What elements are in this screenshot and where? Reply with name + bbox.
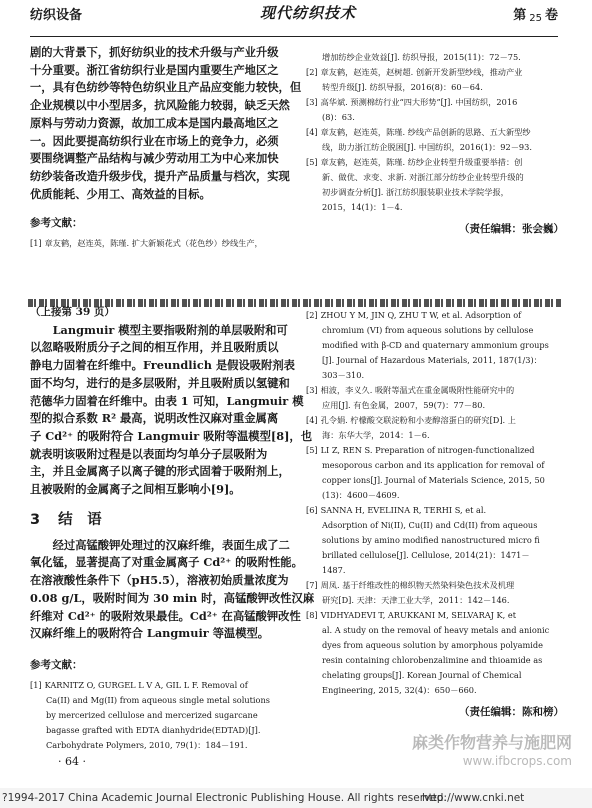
reference-line <box>306 200 564 215</box>
reference-line <box>306 458 564 473</box>
reference-line <box>306 443 564 458</box>
reference-text: [J]. Journal of Hazardous Materials, 2011, 187(1/3)： <box>322 355 542 365</box>
reference-number: [8] <box>306 610 318 620</box>
reference-text: by mercerized cellulose and mercerized sugarcane <box>46 709 258 720</box>
top-right-column <box>306 50 564 236</box>
body-line: 子 Cd²⁺ 的吸附符合 Langmuir 吸附等温模型[8]，也 <box>30 428 313 443</box>
running-header <box>30 4 558 40</box>
reference-text: 线，助力浙江纺企脱困[J]. 中国纺织，2016(1)：92－93. <box>322 142 532 152</box>
continued-note: （上接第 39 页） <box>30 306 115 318</box>
reference-line <box>30 236 292 251</box>
references-heading: 参考文献： <box>30 217 83 230</box>
reference-text: 孔令娟. 柠檬酸交联淀粉和小麦醇溶蛋白的研究[D]. 上 <box>320 415 516 425</box>
reference-line <box>306 308 564 323</box>
reference-line <box>306 638 564 653</box>
reference-text: 高华斌. 预测棉纺行业“四大形势”[J]. 中国纺织，2016 <box>320 97 518 107</box>
section-heading <box>30 508 292 529</box>
body-line: 原料与劳动力资源，故加工成本是国内最高地区之 <box>30 115 279 130</box>
reference-number: [5] <box>306 157 318 167</box>
reference-number: [2] <box>306 310 318 320</box>
reference-number: [4] <box>306 127 318 137</box>
reference-text: 章友鹤，赵连英，陈瑾. 纺纱企业转型升级重要举措：创 <box>320 157 523 167</box>
reference-line <box>306 488 564 503</box>
reference-line <box>306 623 564 638</box>
reference-number: [5] <box>306 445 318 455</box>
top-left-column <box>30 44 302 251</box>
reference-text: 海：东华大学，2014：1－6. <box>322 430 430 440</box>
reference-line <box>306 110 564 125</box>
reference-line <box>306 653 564 668</box>
bottom-left-column <box>30 304 315 753</box>
reference-line <box>30 693 292 708</box>
body-line: 主，并且金属离子以离子键的形式固着于吸附剂上， <box>30 464 290 479</box>
reference-line <box>306 323 564 338</box>
reference-line <box>306 170 564 185</box>
editor-credit: （责任编辑：张会巍） <box>459 223 564 235</box>
journal-section: 纺织设备 <box>30 8 83 23</box>
body-line: 就表明该吸附过程是以表面均匀单分子层吸附为 <box>30 446 268 461</box>
reference-number: [4] <box>306 415 318 425</box>
reference-text: 2015，14(1)：1－4. <box>322 202 403 212</box>
reference-line <box>306 563 564 578</box>
reference-line <box>306 683 564 698</box>
body-line: 要围绕调整产品结构与减少劳动用工为中心来加快 <box>30 151 279 166</box>
reference-text: VIDHYADEVI T, ARUKKANI M, SELVARAJ K, et <box>320 610 517 620</box>
copyright-text: ?1994-2017 China Academic Journal Electronic Publishing House. All rights reserved. <box>2 792 447 804</box>
reference-line <box>306 80 564 95</box>
journal-title: 现代纺织技术 <box>260 4 357 22</box>
body-line: 十分重要。浙江省纺织行业是国内重要生产地区之 <box>30 62 279 77</box>
reference-number: [3] <box>306 385 318 395</box>
reference-number: [7] <box>306 580 318 590</box>
reference-line <box>306 50 564 65</box>
reference-text: solutions by amino modified nanostructured micro fi <box>322 535 540 545</box>
reference-text: Engineering, 2015, 32(4)：650－660. <box>322 685 477 695</box>
reference-line <box>306 155 564 170</box>
body-line: 以忽略吸附质分子之间的相互作用，并且吸附质以 <box>30 340 279 355</box>
body-line: 型的拟合系数 R² 最高，说明改性汉麻对重金属离 <box>30 411 279 426</box>
section-number: 3 <box>30 511 41 528</box>
reference-text: Carbohydrate Polymers, 2010, 79(1)：184－191. <box>46 739 248 750</box>
reference-text: LI Z, REN S. Preparation of nitrogen-functionalized <box>320 445 535 455</box>
reference-text: mesoporous carbon and its application for removal of <box>322 460 545 470</box>
body-line: 经过高锰酸钾处理过的汉麻纤维，表面生成了二 <box>52 537 290 552</box>
reference-text: 章友鹤，赵连英，陈瑾. 扩大新颖花式（花色纱）纱线生产， <box>44 238 263 249</box>
reference-line <box>306 668 564 683</box>
reference-text: (8)：63. <box>322 112 355 122</box>
body-line: 一。因此要提高纺织行业在市场上的竞争力，必须 <box>30 133 279 148</box>
body-line: 静电力固着在纤维中。Freundlich 是假设吸附剂表 <box>30 358 295 373</box>
reference-number: [6] <box>306 505 318 515</box>
reference-number: [3] <box>306 97 318 107</box>
reference-text: chromium (VI) from aqueous solutions by cellulose <box>322 325 534 335</box>
body-line: 纤维对 Cd²⁺ 的吸附效果最佳。Cd²⁺ 在高锰酸钾改性 <box>30 608 301 623</box>
references-heading: 参考文献： <box>30 658 83 671</box>
reference-text: 1487. <box>322 565 346 575</box>
reference-line <box>306 383 564 398</box>
reference-line <box>306 125 564 140</box>
reference-line <box>30 723 292 738</box>
reference-text: 转型升级[J]. 纺织导报，2016(8)：60－64. <box>322 82 483 92</box>
reference-line <box>306 548 564 563</box>
reference-line <box>30 678 292 693</box>
bottom-right-column <box>306 308 564 719</box>
reference-line <box>306 95 564 110</box>
reference-line <box>306 368 564 383</box>
footer-bar <box>0 788 592 808</box>
reference-text: al. A study on the removal of heavy metals and anionic <box>322 625 550 635</box>
reference-text: 研究[D]. 天津：天津工业大学，2011：142－146. <box>322 595 510 605</box>
reference-line <box>30 708 292 723</box>
reference-number: [1] <box>30 679 42 690</box>
body-line: 面不均匀，进行的是多层吸附，并且吸附质以氢键和 <box>30 375 290 390</box>
body-line: 剧的大背景下，抓好纺织业的技术升级与产业升级 <box>30 45 279 59</box>
editor-credit: （责任编辑：陈和榜） <box>459 706 564 718</box>
reference-text: KARNITZ O, GURGEL L V A, GIL L F. Removal of <box>44 679 248 690</box>
reference-text: SANNA H, EVELIINA R, TERHI S, et al. <box>320 505 487 515</box>
reference-number: [2] <box>306 67 318 77</box>
body-line: 且被吸附的金属离子之间相互影响小[9]。 <box>30 482 241 497</box>
reference-line <box>306 398 564 413</box>
reference-line <box>306 608 564 623</box>
reference-line <box>30 738 292 753</box>
reference-text: bagasse grafted with EDTA dianhydride(EDTAD)[J]. <box>46 724 261 735</box>
reference-text: copper ions[J]. Journal of Materials Science, 2015, 50 <box>322 475 545 485</box>
body-line: 纺纱装备改造升级步伐，提升产品质量与档次，实现 <box>30 168 290 183</box>
body-line: 0.08 g/L，吸附时间为 30 min 时，高锰酸钾改性汉麻 <box>30 590 315 605</box>
reference-line <box>306 518 564 533</box>
reference-text: 应用[J]. 有色金属，2007，59(7)：77－80. <box>322 400 486 410</box>
reference-text: 相波，李义久. 吸附等温式在重金属吸附性能研究中的 <box>320 385 515 395</box>
reference-text: dyes from aqueous solution by amorphous polyamide <box>322 640 543 650</box>
body-line: 在溶液酸性条件下（pH5.5），溶液初始质量浓度为 <box>30 573 289 588</box>
page-number: · 64 · <box>58 755 86 768</box>
reference-line <box>306 140 564 155</box>
header-rule <box>30 36 558 37</box>
section-title: 结 语 <box>58 511 102 528</box>
reference-line <box>306 593 564 608</box>
reference-text: 初步调查分析[J]. 浙江纺织服装职业技术学院学报， <box>322 187 509 197</box>
reference-text: Ca(II) and Mg(II) from aqueous single metal solutions <box>46 694 270 705</box>
body-line: 范德华力固着在纤维中。由表 1 可知，Langmuir 模 <box>30 393 304 408</box>
body-line: 氧化锰，显著提高了对重金属离子 Cd²⁺ 的吸附性能。 <box>30 555 303 570</box>
reference-text: chelating groups[J]. Korean Journal of Chemical <box>322 670 522 680</box>
reference-text: modified with β-CD and quaternary ammonium groups <box>322 340 549 350</box>
reference-text: 增加纺纱企业效益[J]. 纺织导报，2015(11)：72－75. <box>322 52 521 62</box>
reference-line <box>306 533 564 548</box>
reference-number: [1] <box>30 238 42 249</box>
body-line: 优质能耗、少用工、高效益的目标。 <box>30 186 211 201</box>
reference-line <box>306 428 564 443</box>
reference-line <box>306 503 564 518</box>
reference-line <box>306 65 564 80</box>
reference-line <box>306 473 564 488</box>
body-line: 企业规模以中小型居多，抗风险能力较弱，缺乏天然 <box>30 98 290 113</box>
reference-text: brillated cellulose[J]. Cellulose, 2014(21)：1471－ <box>322 550 530 560</box>
reference-text: 章友鹤，赵连英，赵树超. 创新开发新型纱线，推动产业 <box>320 67 523 77</box>
reference-line <box>306 578 564 593</box>
body-line: 一，具有色纺纱等特色纺织业且产品应变能力较快，但 <box>30 80 302 95</box>
reference-line <box>306 353 564 368</box>
reference-line <box>306 185 564 200</box>
reference-line <box>306 338 564 353</box>
volume-label: 第 25 卷 <box>513 8 558 24</box>
reference-line <box>306 413 564 428</box>
reference-text: resin containing chlorobenzalimine and thioamide as <box>322 655 543 665</box>
reference-text: 章友鹤，赵连英，陈瑾. 纱线产品创新的思路、五大新型纱 <box>320 127 531 137</box>
reference-text: 303－310. <box>322 370 365 380</box>
watermark-logo: 麻类作物营养与施肥网 www.ifbcrops.com <box>411 733 572 768</box>
reference-text: 新、做优、求变、求新. 对浙江部分纺纱企业转型升级的 <box>322 172 524 182</box>
body-line: 汉麻纤维上的吸附符合 Langmuir 等温模型。 <box>30 626 270 641</box>
reference-text: ZHOU Y M, JIN Q, ZHU T W, et al. Adsorption of <box>320 310 522 320</box>
footer-link[interactable]: http://www.cnki.net <box>422 792 525 804</box>
reference-text: (13)：4600－4609. <box>322 490 400 500</box>
body-line: Langmuir 模型主要指吸附剂的单层吸附和可 <box>52 322 288 337</box>
reference-text: Adsorption of Ni(II), Cu(II) and Cd(II) from aqueous <box>322 520 538 530</box>
reference-text: 周凤. 基于纤维改性的棉织物天然染料染色技术及机理 <box>320 580 515 590</box>
